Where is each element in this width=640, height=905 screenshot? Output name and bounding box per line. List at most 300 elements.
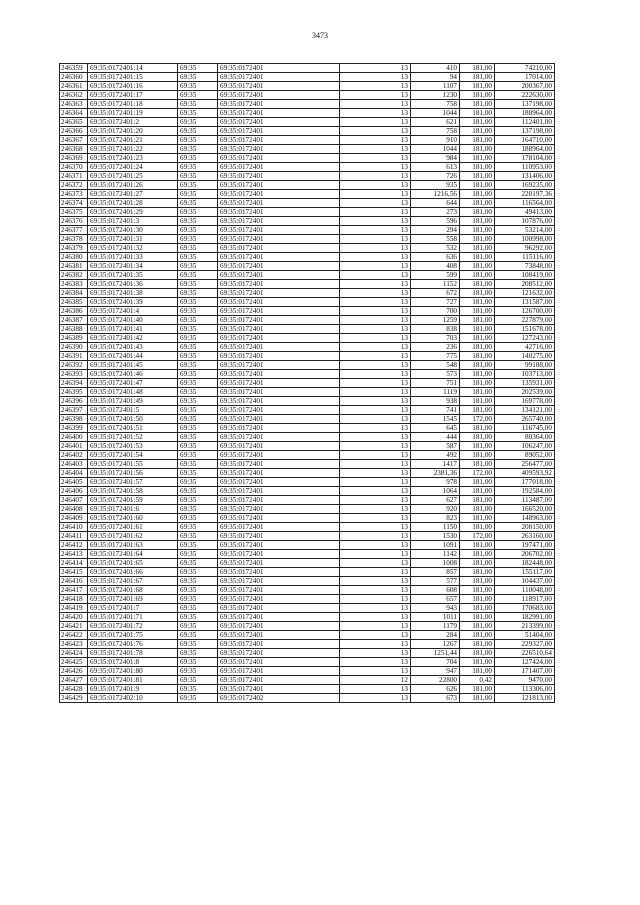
quarter-number-cell: 69:35:0172401 <box>218 280 340 289</box>
row-id-cell: 246410 <box>60 523 88 532</box>
quarter-number-cell: 69:35:0172401 <box>218 172 340 181</box>
cadastral-number-cell: 69:35:0172401:58 <box>88 487 178 496</box>
group-number-cell: 13 <box>340 604 411 613</box>
group-number-cell: 13 <box>340 298 411 307</box>
quarter-number-cell: 69:35:0172401 <box>218 658 340 667</box>
cadastral-value-cell: 104437,00 <box>495 577 555 586</box>
cadastral-number-cell: 69:35:0172401:57 <box>88 478 178 487</box>
cadastral-value-cell: 110953,00 <box>495 163 555 172</box>
region-code-cell: 69:35 <box>178 487 218 496</box>
region-code-cell: 69:35 <box>178 289 218 298</box>
table-row <box>60 424 555 433</box>
group-number-cell: 13 <box>340 559 411 568</box>
table-row <box>60 676 555 685</box>
region-code-cell: 69:35 <box>178 595 218 604</box>
region-code-cell: 69:35 <box>178 334 218 343</box>
cadastral-number-cell: 69:35:0172401:55 <box>88 460 178 469</box>
area-cell: 703 <box>411 334 460 343</box>
group-number-cell: 13 <box>340 397 411 406</box>
region-code-cell: 69:35 <box>178 541 218 550</box>
region-code-cell: 69:35 <box>178 577 218 586</box>
table-row <box>60 586 555 595</box>
quarter-number-cell: 69:35:0172401 <box>218 586 340 595</box>
specific-value-cell: 181,00 <box>460 559 495 568</box>
group-number-cell: 13 <box>340 379 411 388</box>
region-code-cell: 69:35 <box>178 190 218 199</box>
cadastral-value-cell: 192584,00 <box>495 487 555 496</box>
cadastral-value-cell: 151678,00 <box>495 325 555 334</box>
area-cell: 758 <box>411 127 460 136</box>
quarter-number-cell: 69:35:0172401 <box>218 370 340 379</box>
cadastral-number-cell: 69:35:0172401:6 <box>88 505 178 514</box>
table-row <box>60 235 555 244</box>
cadastral-number-cell: 69:35:0172401:59 <box>88 496 178 505</box>
specific-value-cell: 181,00 <box>460 91 495 100</box>
row-id-cell: 246391 <box>60 352 88 361</box>
area-cell: 2381,36 <box>411 469 460 478</box>
region-code-cell: 69:35 <box>178 145 218 154</box>
specific-value-cell: 181,00 <box>460 379 495 388</box>
row-id-cell: 246370 <box>60 163 88 172</box>
cadastral-value-cell: 131587,00 <box>495 298 555 307</box>
group-number-cell: 13 <box>340 217 411 226</box>
area-cell: 938 <box>411 397 460 406</box>
region-code-cell: 69:35 <box>178 370 218 379</box>
table-row <box>60 172 555 181</box>
quarter-number-cell: 69:35:0172401 <box>218 415 340 424</box>
specific-value-cell: 172,00 <box>460 415 495 424</box>
cadastral-number-cell: 69:35:0172401:24 <box>88 163 178 172</box>
group-number-cell: 13 <box>340 442 411 451</box>
region-code-cell: 69:35 <box>178 469 218 478</box>
area-cell: 621 <box>411 118 460 127</box>
region-code-cell: 69:35 <box>178 532 218 541</box>
group-number-cell: 13 <box>340 262 411 271</box>
row-id-cell: 246399 <box>60 424 88 433</box>
group-number-cell: 13 <box>340 271 411 280</box>
table-row <box>60 478 555 487</box>
specific-value-cell: 181,00 <box>460 289 495 298</box>
cadastral-number-cell: 69:35:0172401:52 <box>88 433 178 442</box>
table-row <box>60 82 555 91</box>
row-id-cell: 246414 <box>60 559 88 568</box>
quarter-number-cell: 69:35:0172401 <box>218 496 340 505</box>
quarter-number-cell: 69:35:0172401 <box>218 334 340 343</box>
cadastral-value-cell: 409593,92 <box>495 469 555 478</box>
cadastral-number-cell: 69:35:0172401:35 <box>88 271 178 280</box>
region-code-cell: 69:35 <box>178 613 218 622</box>
row-id-cell: 246385 <box>60 298 88 307</box>
quarter-number-cell: 69:35:0172401 <box>218 352 340 361</box>
quarter-number-cell: 69:35:0172401 <box>218 361 340 370</box>
row-id-cell: 246367 <box>60 136 88 145</box>
specific-value-cell: 181,00 <box>460 307 495 316</box>
cadastral-value-cell: 99188,00 <box>495 361 555 370</box>
area-cell: 627 <box>411 496 460 505</box>
area-cell: 573 <box>411 370 460 379</box>
area-cell: 1417 <box>411 460 460 469</box>
region-code-cell: 69:35 <box>178 676 218 685</box>
row-id-cell: 246401 <box>60 442 88 451</box>
table-row <box>60 145 555 154</box>
area-cell: 978 <box>411 478 460 487</box>
cadastral-number-cell: 69:35:0172401:69 <box>88 595 178 604</box>
cadastral-value-cell: 96292,00 <box>495 244 555 253</box>
cadastral-number-cell: 69:35:0172401:80 <box>88 667 178 676</box>
area-cell: 704 <box>411 658 460 667</box>
cadastral-number-cell: 69:35:0172401:75 <box>88 631 178 640</box>
row-id-cell: 246380 <box>60 253 88 262</box>
row-id-cell: 246426 <box>60 667 88 676</box>
region-code-cell: 69:35 <box>178 64 218 73</box>
cadastral-value-cell: 121813,00 <box>495 694 555 703</box>
group-number-cell: 13 <box>340 280 411 289</box>
area-cell: 1150 <box>411 523 460 532</box>
region-code-cell: 69:35 <box>178 181 218 190</box>
specific-value-cell: 181,00 <box>460 118 495 127</box>
group-number-cell: 13 <box>340 658 411 667</box>
cadastral-number-cell: 69:35:0172401:16 <box>88 82 178 91</box>
table-row <box>60 127 555 136</box>
specific-value-cell: 181,00 <box>460 496 495 505</box>
table-row <box>60 559 555 568</box>
cadastral-number-cell: 69:35:0172401:50 <box>88 415 178 424</box>
specific-value-cell: 181,00 <box>460 424 495 433</box>
table-row <box>60 487 555 496</box>
specific-value-cell: 181,00 <box>460 442 495 451</box>
cadastral-number-cell: 69:35:0172401:26 <box>88 181 178 190</box>
cadastral-value-cell: 89052,00 <box>495 451 555 460</box>
area-cell: 408 <box>411 262 460 271</box>
row-id-cell: 246383 <box>60 280 88 289</box>
group-number-cell: 13 <box>340 496 411 505</box>
area-cell: 726 <box>411 172 460 181</box>
table-row <box>60 514 555 523</box>
cadastral-value-cell: 208512,00 <box>495 280 555 289</box>
cadastral-number-cell: 69:35:0172401:27 <box>88 190 178 199</box>
specific-value-cell: 181,00 <box>460 226 495 235</box>
area-cell: 273 <box>411 208 460 217</box>
quarter-number-cell: 69:35:0172401 <box>218 199 340 208</box>
specific-value-cell: 181,00 <box>460 649 495 658</box>
row-id-cell: 246418 <box>60 595 88 604</box>
row-id-cell: 246425 <box>60 658 88 667</box>
quarter-number-cell: 69:35:0172401 <box>218 244 340 253</box>
area-cell: 636 <box>411 253 460 262</box>
cadastral-value-cell: 17014,00 <box>495 73 555 82</box>
area-cell: 587 <box>411 442 460 451</box>
area-cell: 613 <box>411 163 460 172</box>
cadastral-value-cell: 265740,00 <box>495 415 555 424</box>
quarter-number-cell: 69:35:0172401 <box>218 487 340 496</box>
table-body <box>60 64 555 703</box>
table-row <box>60 388 555 397</box>
cadastral-number-cell: 69:35:0172401:78 <box>88 649 178 658</box>
quarter-number-cell: 69:35:0172401 <box>218 307 340 316</box>
region-code-cell: 69:35 <box>178 496 218 505</box>
quarter-number-cell: 69:35:0172401 <box>218 460 340 469</box>
area-cell: 410 <box>411 64 460 73</box>
cadastral-number-cell: 69:35:0172401:46 <box>88 370 178 379</box>
quarter-number-cell: 69:35:0172401 <box>218 127 340 136</box>
quarter-number-cell: 69:35:0172401 <box>218 595 340 604</box>
row-id-cell: 246402 <box>60 451 88 460</box>
region-code-cell: 69:35 <box>178 73 218 82</box>
group-number-cell: 13 <box>340 64 411 73</box>
region-code-cell: 69:35 <box>178 415 218 424</box>
region-code-cell: 69:35 <box>178 244 218 253</box>
cadastral-number-cell: 69:35:0172401:81 <box>88 676 178 685</box>
cadastral-value-cell: 115116,00 <box>495 253 555 262</box>
quarter-number-cell: 69:35:0172401 <box>218 379 340 388</box>
specific-value-cell: 181,00 <box>460 145 495 154</box>
cadastral-number-cell: 69:35:0172401:2 <box>88 118 178 127</box>
specific-value-cell: 181,00 <box>460 595 495 604</box>
row-id-cell: 246403 <box>60 460 88 469</box>
area-cell: 672 <box>411 289 460 298</box>
row-id-cell: 246406 <box>60 487 88 496</box>
area-cell: 22800 <box>411 676 460 685</box>
cadastral-value-cell: 200367,00 <box>495 82 555 91</box>
area-cell: 1259 <box>411 316 460 325</box>
region-code-cell: 69:35 <box>178 154 218 163</box>
quarter-number-cell: 69:35:0172401 <box>218 154 340 163</box>
region-code-cell: 69:35 <box>178 442 218 451</box>
quarter-number-cell: 69:35:0172401 <box>218 604 340 613</box>
cadastral-number-cell: 69:35:0172401:30 <box>88 226 178 235</box>
row-id-cell: 246363 <box>60 100 88 109</box>
quarter-number-cell: 69:35:0172401 <box>218 622 340 631</box>
group-number-cell: 13 <box>340 469 411 478</box>
table-row <box>60 217 555 226</box>
row-id-cell: 246404 <box>60 469 88 478</box>
quarter-number-cell: 69:35:0172401 <box>218 613 340 622</box>
quarter-number-cell: 69:35:0172401 <box>218 100 340 109</box>
row-id-cell: 246376 <box>60 217 88 226</box>
area-cell: 1119 <box>411 388 460 397</box>
cadastral-number-cell: 69:35:0172401:4 <box>88 307 178 316</box>
table-row <box>60 316 555 325</box>
specific-value-cell: 181,00 <box>460 361 495 370</box>
specific-value-cell: 181,00 <box>460 397 495 406</box>
specific-value-cell: 181,00 <box>460 406 495 415</box>
table-row <box>60 352 555 361</box>
cadastral-number-cell: 69:35:0172401:45 <box>88 361 178 370</box>
quarter-number-cell: 69:35:0172401 <box>218 478 340 487</box>
quarter-number-cell: 69:35:0172401 <box>218 325 340 334</box>
table-row <box>60 541 555 550</box>
specific-value-cell: 181,00 <box>460 667 495 676</box>
cadastral-number-cell: 69:35:0172401:20 <box>88 127 178 136</box>
area-cell: 1044 <box>411 109 460 118</box>
region-code-cell: 69:35 <box>178 136 218 145</box>
area-cell: 444 <box>411 433 460 442</box>
quarter-number-cell: 69:35:0172401 <box>218 469 340 478</box>
specific-value-cell: 181,00 <box>460 343 495 352</box>
row-id-cell: 246379 <box>60 244 88 253</box>
specific-value-cell: 181,00 <box>460 199 495 208</box>
quarter-number-cell: 69:35:0172401 <box>218 64 340 73</box>
table-row <box>60 469 555 478</box>
group-number-cell: 13 <box>340 352 411 361</box>
specific-value-cell: 181,00 <box>460 613 495 622</box>
specific-value-cell: 172,00 <box>460 469 495 478</box>
table-row <box>60 397 555 406</box>
quarter-number-cell: 69:35:0172401 <box>218 667 340 676</box>
cadastral-number-cell: 69:35:0172401:36 <box>88 280 178 289</box>
cadastral-value-cell: 100998,00 <box>495 235 555 244</box>
row-id-cell: 246387 <box>60 316 88 325</box>
area-cell: 910 <box>411 136 460 145</box>
row-id-cell: 246424 <box>60 649 88 658</box>
row-id-cell: 246390 <box>60 343 88 352</box>
cadastral-value-cell: 213399,00 <box>495 622 555 631</box>
table-row <box>60 361 555 370</box>
group-number-cell: 13 <box>340 424 411 433</box>
group-number-cell: 13 <box>340 172 411 181</box>
area-cell: 741 <box>411 406 460 415</box>
area-cell: 94 <box>411 73 460 82</box>
specific-value-cell: 181,00 <box>460 604 495 613</box>
cadastral-value-cell: 118917,00 <box>495 595 555 604</box>
quarter-number-cell: 69:35:0172401 <box>218 91 340 100</box>
group-number-cell: 13 <box>340 433 411 442</box>
region-code-cell: 69:35 <box>178 217 218 226</box>
quarter-number-cell: 69:35:0172401 <box>218 253 340 262</box>
region-code-cell: 69:35 <box>178 640 218 649</box>
specific-value-cell: 181,00 <box>460 658 495 667</box>
cadastral-number-cell: 69:35:0172401:25 <box>88 172 178 181</box>
region-code-cell: 69:35 <box>178 226 218 235</box>
cadastral-value-cell: 42716,00 <box>495 343 555 352</box>
cadastral-number-cell: 69:35:0172401:63 <box>88 541 178 550</box>
group-number-cell: 13 <box>340 649 411 658</box>
quarter-number-cell: 69:35:0172401 <box>218 343 340 352</box>
table-row <box>60 550 555 559</box>
cadastral-number-cell: 69:35:0172401:40 <box>88 316 178 325</box>
region-code-cell: 69:35 <box>178 82 218 91</box>
row-id-cell: 246396 <box>60 397 88 406</box>
region-code-cell: 69:35 <box>178 361 218 370</box>
cadastral-value-table <box>59 63 555 703</box>
specific-value-cell: 181,00 <box>460 100 495 109</box>
specific-value-cell: 181,00 <box>460 163 495 172</box>
cadastral-number-cell: 69:35:0172401:3 <box>88 217 178 226</box>
cadastral-number-cell: 69:35:0172401:41 <box>88 325 178 334</box>
row-id-cell: 246374 <box>60 199 88 208</box>
table-row <box>60 100 555 109</box>
table-row <box>60 181 555 190</box>
specific-value-cell: 181,00 <box>460 127 495 136</box>
table-row <box>60 613 555 622</box>
quarter-number-cell: 69:35:0172401 <box>218 577 340 586</box>
cadastral-number-cell: 69:35:0172401:8 <box>88 658 178 667</box>
cadastral-value-cell: 106247,00 <box>495 442 555 451</box>
cadastral-number-cell: 69:35:0172401:56 <box>88 469 178 478</box>
region-code-cell: 69:35 <box>178 100 218 109</box>
row-id-cell: 246428 <box>60 685 88 694</box>
row-id-cell: 246377 <box>60 226 88 235</box>
cadastral-value-cell: 188964,00 <box>495 109 555 118</box>
quarter-number-cell: 69:35:0172401 <box>218 424 340 433</box>
cadastral-number-cell: 69:35:0172401:33 <box>88 253 178 262</box>
region-code-cell: 69:35 <box>178 658 218 667</box>
cadastral-value-cell: 134121,00 <box>495 406 555 415</box>
specific-value-cell: 181,00 <box>460 73 495 82</box>
group-number-cell: 13 <box>340 145 411 154</box>
region-code-cell: 69:35 <box>178 235 218 244</box>
row-id-cell: 246411 <box>60 532 88 541</box>
row-id-cell: 246407 <box>60 496 88 505</box>
group-number-cell: 13 <box>340 127 411 136</box>
table-row <box>60 325 555 334</box>
cadastral-value-cell: 121632,00 <box>495 289 555 298</box>
group-number-cell: 13 <box>340 100 411 109</box>
quarter-number-cell: 69:35:0172401 <box>218 181 340 190</box>
row-id-cell: 246362 <box>60 91 88 100</box>
specific-value-cell: 181,00 <box>460 253 495 262</box>
cadastral-number-cell: 69:35:0172401:76 <box>88 640 178 649</box>
cadastral-number-cell: 69:35:0172401:17 <box>88 91 178 100</box>
row-id-cell: 246393 <box>60 370 88 379</box>
specific-value-cell: 172,00 <box>460 532 495 541</box>
area-cell: 492 <box>411 451 460 460</box>
area-cell: 1044 <box>411 145 460 154</box>
cadastral-value-cell: 113487,00 <box>495 496 555 505</box>
row-id-cell: 246378 <box>60 235 88 244</box>
cadastral-number-cell: 69:35:0172401:34 <box>88 262 178 271</box>
group-number-cell: 13 <box>340 289 411 298</box>
specific-value-cell: 181,00 <box>460 316 495 325</box>
cadastral-value-cell: 103713,00 <box>495 370 555 379</box>
group-number-cell: 13 <box>340 91 411 100</box>
cadastral-number-cell: 69:35:0172401:53 <box>88 442 178 451</box>
cadastral-value-cell: 226510,64 <box>495 649 555 658</box>
specific-value-cell: 181,00 <box>460 451 495 460</box>
quarter-number-cell: 69:35:0172401 <box>218 451 340 460</box>
group-number-cell: 13 <box>340 622 411 631</box>
table-row <box>60 658 555 667</box>
quarter-number-cell: 69:35:0172401 <box>218 145 340 154</box>
table-row <box>60 280 555 289</box>
specific-value-cell: 181,00 <box>460 577 495 586</box>
table-row <box>60 208 555 217</box>
cadastral-value-cell: 113306,00 <box>495 685 555 694</box>
group-number-cell: 13 <box>340 163 411 172</box>
quarter-number-cell: 69:35:0172401 <box>218 388 340 397</box>
quarter-number-cell: 69:35:0172401 <box>218 550 340 559</box>
cadastral-number-cell: 69:35:0172401:39 <box>88 298 178 307</box>
area-cell: 838 <box>411 325 460 334</box>
area-cell: 1008 <box>411 559 460 568</box>
row-id-cell: 246423 <box>60 640 88 649</box>
area-cell: 1179 <box>411 622 460 631</box>
cadastral-value-cell: 197471,00 <box>495 541 555 550</box>
region-code-cell: 69:35 <box>178 307 218 316</box>
row-id-cell: 246416 <box>60 577 88 586</box>
page-number: 3473 <box>312 31 328 40</box>
table-row <box>60 685 555 694</box>
row-id-cell: 246400 <box>60 433 88 442</box>
table-row <box>60 307 555 316</box>
region-code-cell: 69:35 <box>178 91 218 100</box>
table-row <box>60 109 555 118</box>
group-number-cell: 13 <box>340 343 411 352</box>
cadastral-number-cell: 69:35:0172401:18 <box>88 100 178 109</box>
area-cell: 1530 <box>411 532 460 541</box>
group-number-cell: 13 <box>340 406 411 415</box>
region-code-cell: 69:35 <box>178 505 218 514</box>
